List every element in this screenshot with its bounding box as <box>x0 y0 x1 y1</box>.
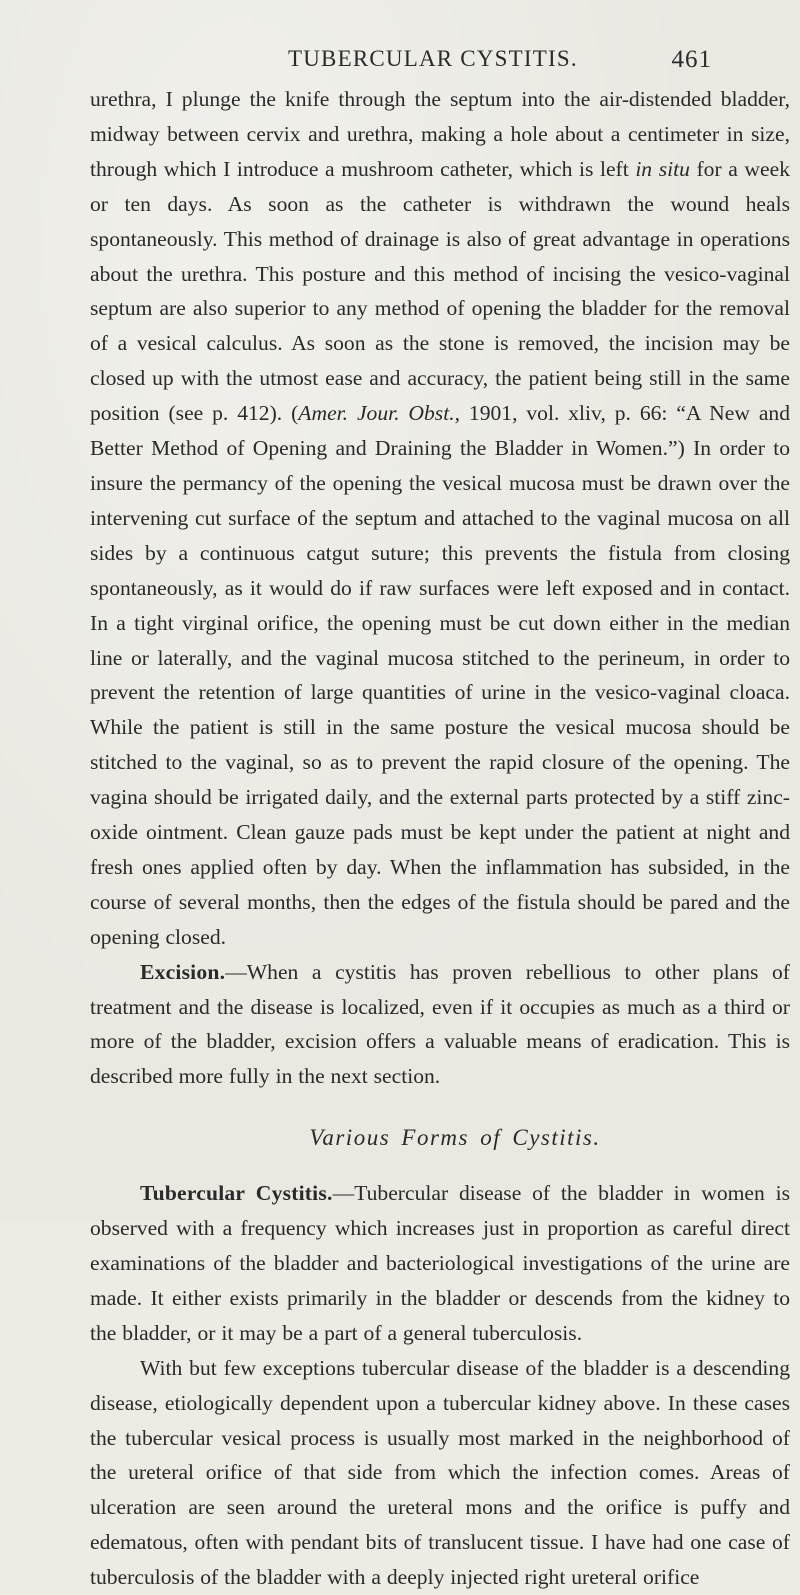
paragraph-1-part-1: urethra, I plunge the knife through the septum into the air-distended bladder, midway between cervix and urethra, making a hole about a centimeter in size, through which I introduce a mushroom catheter, which is left <box>90 87 790 181</box>
page-header <box>90 46 712 78</box>
body-text <box>90 82 790 1595</box>
paragraph-excision-lead: Excision. <box>140 959 226 984</box>
paragraph-1-part-2: for a week or ten days. As soon as the catheter is withdrawn the wound heals spontaneously. This method of drainage is also of great advantage in operations about the urethra. This posture and this method of incising the vesico-vaginal septum are also superior to any method of opening the bladder for the removal of a vesical calculus. As soon as the stone is removed, the incision may be closed up with the utmost ease and accuracy, the patient being still in the same position (see p. 412). ( <box>90 156 790 426</box>
page-number: 461 <box>671 46 712 73</box>
paragraph-tubercular-cystitis-text: —Tubercular disease of the bladder in women is observed with a frequency which increases just in proportion as careful direct examinations of the bladder and bacteriological investigations of the urine are made. It either exists primarily in the bladder or descends from the kidney to the bladder, or it may be a part of a general tuberculosis. <box>90 1181 790 1345</box>
paragraph-tubercular-cystitis-lead: Tubercular Cystitis. <box>140 1181 333 1206</box>
paragraph-1-italic-in-situ: in situ <box>635 156 690 181</box>
paragraph-1 <box>90 82 790 955</box>
paragraph-excision <box>90 955 790 1095</box>
paragraph-excision-text: —When a cystitis has proven rebellious to other plans of treatment and the disease is localized, even if it occupies as much as a third or more of the bladder, excision offers a valuable means of eradication. This is described more fully in the next section. <box>90 959 790 1089</box>
paragraph-1-part-3: , 1901, vol. xliv, p. 66: “A New and Better Method of Opening and Draining the Bladder in Women.”) In order to insure the permancy of the opening the vesical mucosa must be drawn over the intervening cut surface of the septum and attached to the vaginal mucosa on all sides by a continuous catgut suture; this prevents the fistula from closing spontaneously, as it would do if raw surfaces were left exposed and in contact. In a tight virginal orifice, the opening must be cut down either in the median line or laterally, and the vaginal mucosa stitched to the perineum, in order to prevent the retention of large quantities of urine in the vesico-vaginal cloaca. While the patient is still in the same posture the vesical mucosa should be stitched to the vaginal, so as to prevent the rapid closure of the opening. The vagina should be irrigated daily, and the external parts protected by a stiff zinc-oxide ointment. Clean gauze pads must be kept under the patient at night and fresh ones applied often by day. When the inflammation has subsided, in the course of several months, then the edges of the fistula should be pared and the opening closed. <box>90 401 791 949</box>
paragraph-exceptions <box>90 1351 790 1595</box>
paragraph-1-italic-journal: Amer. Jour. Obst. <box>298 401 455 426</box>
section-title: Various Forms of Cystitis. <box>309 1125 601 1151</box>
running-head: TUBERCULAR CYSTITIS. <box>288 46 578 71</box>
paragraph-tubercular-cystitis <box>90 1176 790 1351</box>
paragraph-exceptions-text: With but few exceptions tubercular disease of the bladder is a descending disease, etiologically dependent upon a tubercular kidney above. In these cases the tubercular vesical process is usually most marked in the neighborhood of the ureteral orifice of that side from which the infection comes. Areas of ulceration are seen around the ureteral mons and the orifice is puffy and edematous, often with pendant bits of translucent tissue. I have had one case of tuberculosis of the bladder with a deeply injected right ureteral orifice <box>90 1355 790 1590</box>
